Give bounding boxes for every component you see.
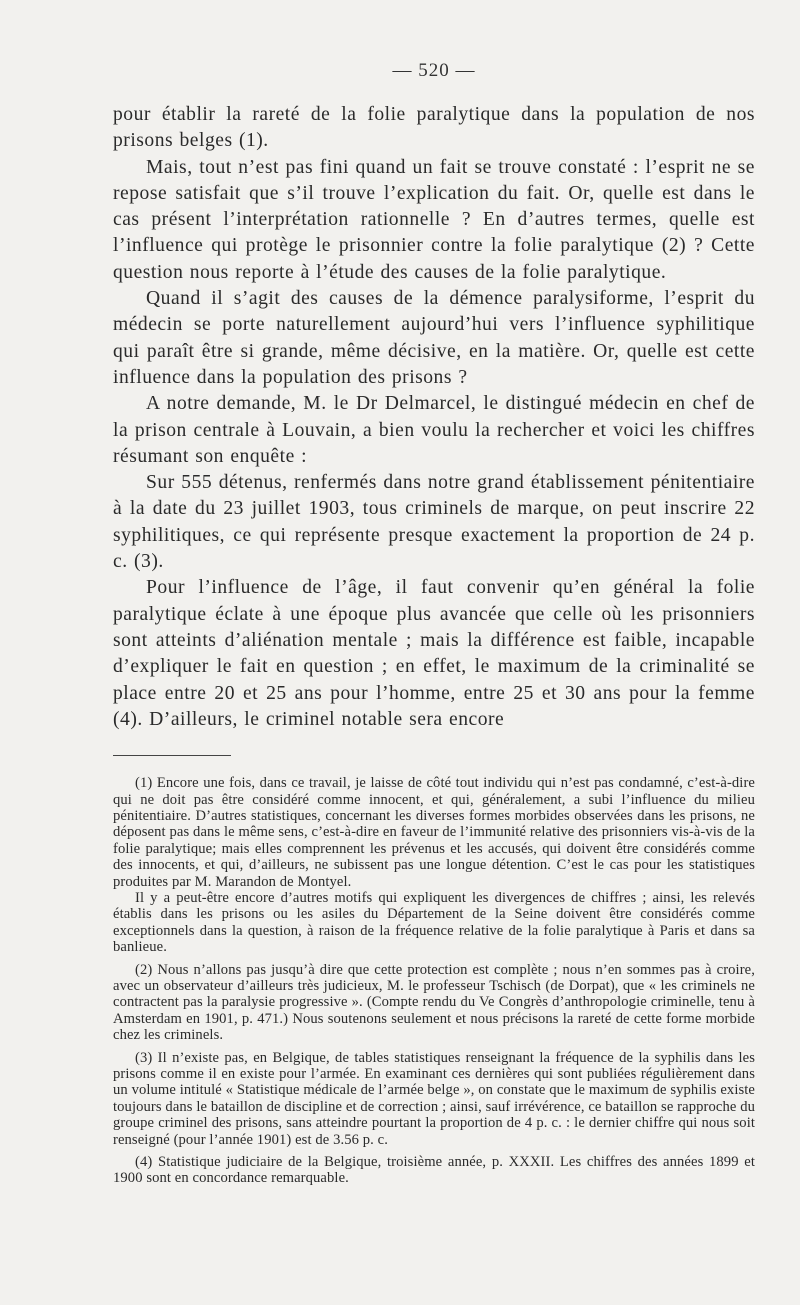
footnote: (4) Statistique judiciaire de la Belgique, troisième année, p. XXXII. Les chiffres des années 1899 et 1900 sont en concordance remarquable. xyxy=(113,1154,755,1187)
body-paragraph: Pour l’influence de l’âge, il faut convenir qu’en général la folie paralytique éclate à une époque plus avancée que celle où les prisonniers sont atteints d’aliénation mentale ; mais la différence est faible, incapable d’expliquer le fait en question ; en effet, le maximum de la criminalité se place entre 20 et 25 ans pour l’homme, entre 25 et 30 ans pour la femme (4). D’ailleurs, le criminel notable sera encore xyxy=(113,577,755,730)
footnote: (3) Il n’existe pas, en Belgique, de tables statistiques renseignant la fréquence de la syphilis dans les prisons comme il en existe pour l’armée. En examinant ces dernières qui sont publiées régulièrement dans un volume intitulé « Statistique médicale de l’armée belge », on constate que le maximum de syphilis existe toujours dans le bataillon de discipline et de correction ; ainsi, sauf irrévérence, ce bataillon se rapproche du groupe criminel des prisons, sans atteindre pourtant la proportion de 4 p. c. : le dernier chiffre qui nous soit renseigné (pour l’année 1901) est de 3.56 p. c. xyxy=(113,1049,755,1148)
body-paragraph: pour établir la rareté de la folie paralytique dans la population de nos prisons belges (1). xyxy=(113,104,755,152)
footnote: (1) Encore une fois, dans ce travail, je laisse de côté tout individu qui n’est pas condamné, c’est-à-dire qui ne doit pas être considéré comme innocent, et qui, généralement, a subi l’influence du milieu pénitentiaire. D’autres statistiques, concernant les diverses formes morbides observées dans les prisons, ne déposent pas dans le même sens, c’est-à-dire en faveur de l’immunité relative des prisonniers vis-à-vis de la folie paralytique; mais elles comprennent les prévenus et les accusés, qui doivent être considérés comme des innocents, et qui, d’ailleurs, ne subissent pas une longue détention. C’est le cas pour les statistiques produites par M. Marandon de Montyel. xyxy=(113,775,755,890)
body-paragraph: Sur 555 détenus, renfermés dans notre grand établissement pénitentiaire à la date du 23 juillet 1903, tous criminels de marque, on peut inscrire 22 syphilitiques, ce qui représente presque exactement la proportion de 24 p. c. (3). xyxy=(113,472,755,573)
body-text xyxy=(113,102,755,733)
footnote: Il y a peut-être encore d’autres motifs qui expliquent les divergences de chiffres ; ainsi, les relevés établis dans les prisons ou les asiles du Département de la Seine doivent être considérés comme exceptionnels dans la question, à raison de la fréquence relative de la folie paralytique à Paris et dans sa banlieue. xyxy=(113,889,755,956)
book-page xyxy=(113,60,755,1187)
page-number: — 520 — xyxy=(392,60,476,81)
body-paragraph: A notre demande, M. le Dr Delmarcel, le distingué médecin en chef de la prison centrale à Louvain, a bien voulu la rechercher et voici les chiffres résumant son enquête : xyxy=(113,393,755,467)
footnotes xyxy=(113,775,755,1187)
body-paragraph: Mais, tout n’est pas fini quand un fait se trouve constaté : l’esprit ne se repose satisfait que s’il trouve l’explication du fait. Or, quelle est dans le cas présent l’interprétation rationnelle ? En d’autres termes, quelle est l’influence qui protège le prisonnier contre la folie paralytique (2) ? Cette question nous reporte à l’étude des causes de la folie paralytique. xyxy=(113,156,755,283)
footnote: (2) Nous n’allons pas jusqu’à dire que cette protection est complète ; nous n’en sommes pas à croire, avec un observateur d’ailleurs très judicieux, M. le professeur Tschisch (de Dorpat), que « les criminels ne contractent pas la paralysie progressive ». (Compte rendu du Ve Congrès d’anthropologie criminelle, tenu à Amsterdam en 1901, p. 471.) Nous soutenons seulement et nous précisons la rareté de cette forme morbide chez les criminels. xyxy=(113,961,755,1044)
body-paragraph: Quand il s’agit des causes de la démence paralysiforme, l’esprit du médecin se porte naturellement aujourd’hui vers l’influence syphilitique qui paraît être si grande, même décisive, en la matière. Or, quelle est cette influence dans la population des prisons ? xyxy=(113,288,755,388)
footnote-separator xyxy=(113,755,231,756)
